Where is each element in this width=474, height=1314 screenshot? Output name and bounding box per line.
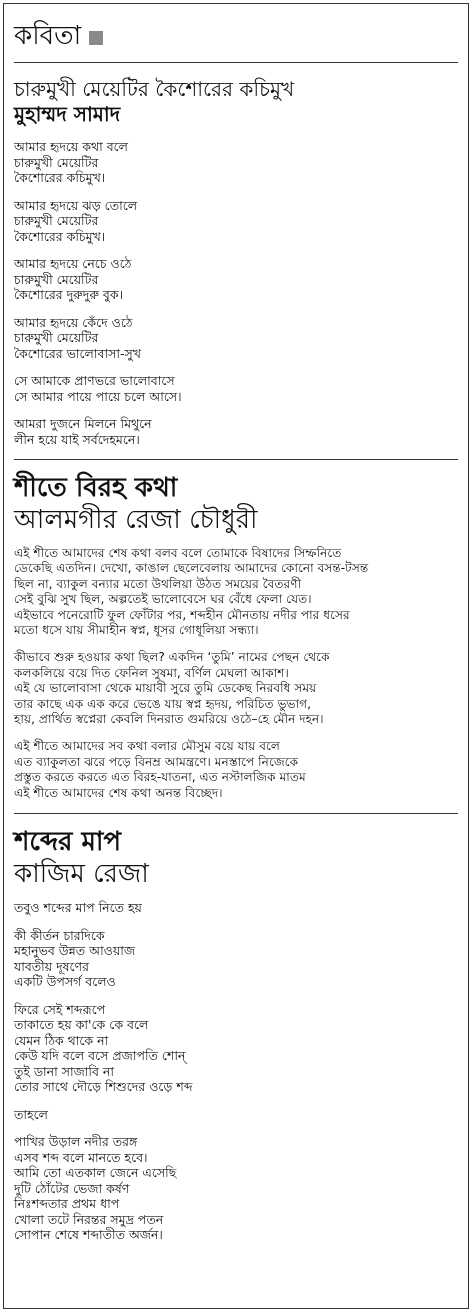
- poem-title: শব্দের মাপ: [14, 827, 122, 858]
- page-frame: [3, 3, 469, 1309]
- poem-line: একটি উপসর্গ বলেও: [14, 974, 116, 990]
- poem-line: যাবতীয় দূষণের: [14, 958, 89, 974]
- poem-line: নিঃশব্দতার প্রথম ধাপ: [14, 1196, 120, 1212]
- prose-line: কলকলিয়ে বয়ে দিত ফেনিল সুষমা, বর্ণিল মেঘলা আকাশ।: [14, 665, 289, 680]
- poem-1: [14, 77, 458, 447]
- stanza: [14, 1134, 458, 1243]
- prose-line: এই শীতে আমাদের শেষ কথা বলব বলে তোমাকে বিষাদের সিম্ফনিতে: [14, 546, 342, 560]
- prose-line: সেই বুঝি সুখ ছিল, অল্পতেই ভালোবেসে ঘর বেঁধে ফেলা যেত।: [14, 592, 312, 607]
- poem-2: [14, 472, 458, 801]
- poem-3: [14, 826, 458, 1243]
- section-title: কবিতা: [14, 21, 82, 51]
- poem-line: কী কীর্তন চারদিকে: [14, 927, 105, 943]
- stanza: [14, 900, 458, 916]
- divider: [14, 459, 458, 460]
- prose-paragraph: [14, 739, 458, 801]
- prose-line: এই যে ভালোবাসা থেকে মায়াবী সুরে তুমি ডেকেছ নিরবধি সময়: [14, 681, 317, 696]
- poem-title: চারুমুখী মেয়েটির কৈশোরের কচিমুখ: [14, 77, 295, 101]
- poem-line: তবুও শব্দের মাপ নিতে হয়: [14, 900, 142, 916]
- stanza: [14, 928, 458, 990]
- stanza: [14, 1002, 458, 1095]
- poem-line: আমার হৃদয়ে কেঁদে ওঠে: [14, 314, 133, 330]
- divider: [14, 813, 458, 814]
- stanza: [14, 139, 458, 186]
- prose-line: ছিল না, ব্যাকুল বন্যার মতো উথলিয়া উঠত সময়ের বৈতরণী: [14, 576, 302, 591]
- poem-line: চারুমুখী মেয়েটির: [14, 154, 99, 170]
- poem-line: চারুমুখী মেয়েটির: [14, 271, 99, 287]
- poem-line: তোর সাথে দৌড়ে শিশুদের ওড়ে শব্দ: [14, 1079, 193, 1095]
- poem-line: তাকাতে হয় কা'কে কে বলে: [14, 1017, 149, 1033]
- prose-line: এত ব্যাকুলতা ঝরে পড়ে বিনম্র আমন্ত্রণে। মনস্তাপে নিজেকে: [14, 754, 299, 769]
- prose-line: মতো ধসে যায় সীমাহীন স্বপ্ন, ধূসর গোধূলিয়া সন্ধ্যা।: [14, 623, 259, 638]
- poem-line: আমরা দুজনে মিলনে মিথুনে: [14, 416, 152, 431]
- poem-line: তুই ডানা সাজাবি না: [14, 1063, 115, 1079]
- prose-line: কীভাবে শুরু হওয়ার কথা ছিল? একদিন ‘তুমি’ নামের পেছন থেকে: [14, 650, 330, 665]
- poem-line: কেউ যদি বলে বসে প্রজাপতি শোন্‌: [14, 1048, 186, 1064]
- poem-line: কৈশোরের কচিমুখ।: [14, 170, 106, 185]
- poem-line: সোপান শেষে শব্দাতীত অর্জন।: [14, 1227, 163, 1243]
- poem-line: আমার হৃদয়ে কথা বলে: [14, 139, 129, 154]
- poem-line: তাহলে: [14, 1106, 48, 1122]
- prose-line: এইভাবে পনেরোটি ফুল ফোঁটার পর, শব্দহীন মৌনতায় নদীর পার ধসের: [14, 607, 350, 622]
- prose-line: প্রস্তুত করতে করতে এত বিরহ-যাতনা, এত নস্টালজিক মাতম: [14, 770, 306, 785]
- prose-paragraph: [14, 650, 458, 727]
- poem-line: আমার হৃদয়ে ঝড় তোলে: [14, 197, 138, 213]
- poem-line: কৈশোরের কচিমুখ।: [14, 228, 106, 244]
- poem-author: মুহাম্মদ সামাদ: [14, 102, 121, 126]
- section-header: [14, 10, 458, 63]
- poem-line: লীন হয়ে যাই সর্বদেহমনে।: [14, 431, 140, 447]
- poem-line: এসব শব্দ বলে মানতে হবে।: [14, 1149, 148, 1165]
- prose-line: এই শীতে আমাদের শেষ কথা অনন্ত বিচ্ছেদ।: [14, 785, 223, 800]
- poem-line: ফিরে সেই শব্দরূপে: [14, 1001, 106, 1017]
- prose-line: ডেকেছি এতদিন। দেখো, কাঙাল ছেলেবেলায় আমাদের কোনো বসন্ত-টসন্ত: [14, 561, 369, 576]
- poem-line: মহানুভব উন্নত আওয়াজ: [14, 943, 136, 959]
- poem-line: খোলা তটে নিরন্তর সমুদ্র পতন: [14, 1211, 164, 1227]
- stanza: [14, 198, 458, 245]
- prose-line: হায়, প্রার্থিত স্বপ্নেরা কেবলি দিনরাত গুমরিয়ে ওঠে–হে মৌন দহন।: [14, 712, 324, 727]
- square-icon: [89, 31, 103, 45]
- prose-paragraph: [14, 546, 458, 638]
- stanza: [14, 416, 458, 447]
- poem-line: কৈশোরের ভালোবাসা-সুখ: [14, 345, 141, 361]
- stanza: [14, 373, 458, 404]
- stanza: [14, 256, 458, 303]
- poem-line: আমি তো এতকাল জেনে এসেছি: [14, 1165, 177, 1181]
- poem-line: পাখির উড়াল নদীর তরঙ্গ: [14, 1134, 138, 1150]
- prose-line: এই শীতে আমাদের সব কথা বলার মৌসুম বয়ে যায় বলে: [14, 739, 280, 754]
- poem-title: শীতে বিরহ কথা: [14, 473, 178, 503]
- poem-line: সে আমার পায়ে পায়ে চলে আসে।: [14, 388, 182, 404]
- poem-author: আলমগীর রেজা চৌধুরী: [14, 505, 258, 535]
- poem-line: দুটি ঠোঁটের ভেজা কর্ষণ: [14, 1180, 130, 1196]
- poem-line: সে আমাকে প্রাণভরে ভালোবাসে: [14, 373, 175, 388]
- stanza: [14, 315, 458, 362]
- poem-line: কৈশোরের দুরুদুরু বুক।: [14, 287, 124, 302]
- stanza: [14, 1107, 458, 1123]
- poem-author: কাজিম রেজা: [14, 859, 149, 890]
- prose-line: তার কাছে এক এক করে ভেঙে যায় স্বপ্ন হৃদয়, পরিচিত ভুভাগ,: [14, 696, 312, 711]
- poem-line: চারুমুখী মেয়েটির: [14, 213, 99, 228]
- poem-line: চারুমুখী মেয়েটির: [14, 330, 99, 345]
- poem-line: আমার হৃদয়ে নেচে ওঠে: [14, 256, 132, 271]
- poem-line: যেমন ঠিক থাকে না: [14, 1032, 109, 1048]
